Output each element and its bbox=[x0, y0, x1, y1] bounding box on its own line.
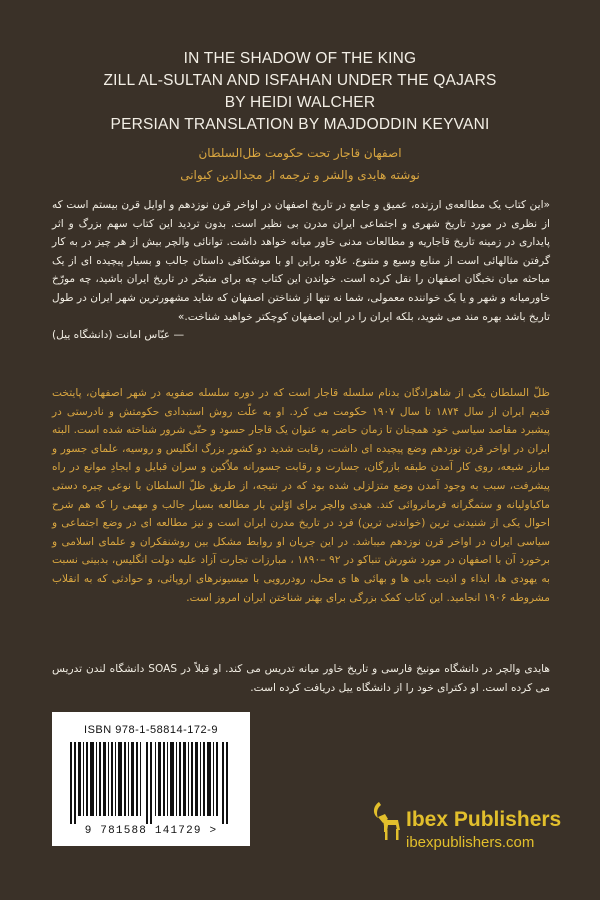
author-bio: هایدی والچر در دانشگاه مونیخ فارسی و تاریخ خاور میانه تدریس می کند. او قبلاً در SOAS دانشگاه لندن تدریس می کرده است. او دکترای خود را از دانشگاه ییل دریافت کرده است. bbox=[52, 663, 550, 694]
publisher-name: Ibex Publishers bbox=[406, 808, 562, 831]
persian-title-block bbox=[0, 142, 600, 186]
author-line: BY HEIDI WALCHER bbox=[224, 94, 376, 111]
isbn-label: ISBN 978-1-58814-172-9 bbox=[84, 724, 218, 736]
quote-text: «این کتاب یک مطالعه‌ی ارزنده، عمیق و جامع در تاریخ اصفهان در اواخر قرن نوزدهم و اوایل قرن بیستم است که از نظری در مورد تاریخ شهری و اجتماعی ایران مدرن بی نظیر است. بدون تردید این کتاب سهم بزرگ و اثر پایداری در زمینه تاریخ قاجاریه و مطالعات مدنی خاور میانه خواهد داشت. توانائی والچر بیش از هر چیز در به کار گرفتن مثالهائی است از منابع وسیع و متنوع. علاوه براین او با موشکافی داستان جالب و بسیار پیچیده ای از یک مباحثه میان نخبگان اصفهان را نقل کرده است. خواندن این کتاب چه برای متبحّر در تاریخ ایران باشید، چه مورّخ خاورمیانه و شهر و یا یک خواننده معمولی، شما نه تنها از شناختن اصفهان که شاید مشهورترین شهر ایران در طول تاریخ باشد بهره مند می شوید، بلکه ایران را در این اصفهان کوچکتر خواهید شناخت.» bbox=[52, 199, 550, 323]
persian-title-line-1: اصفهان قاجار تحت حکومت ظل‌السلطان bbox=[198, 146, 402, 160]
translator-line: PERSIAN TRANSLATION BY MAJDODDIN KEYVANI bbox=[110, 116, 490, 133]
title-line-2: ZILL AL-SULTAN AND ISFAHAN UNDER THE QAJARS bbox=[103, 72, 497, 89]
book-description: ظلّ السلطان یکی از شاهزادگان بدنام سلسله قاجار است که در دوره سلسله صفویه در شهر اصفهان، پایتخت قدیم ایران از سال ۱۸۷۴ تا سال ۱۹۰۷ حکومت می کرد. او به علّت روش استبدادی حکومتش و نادرستی در پیشبرد مقاصد سیاسی خود همچنان تا زمان حاضر به عنوان یک قاجار حسود و حتّی شرور شناخته شده است. البته ایران در اواخر قرن نوزدهم وضع پیچیده ای داشت، رقابت شدید دو کشور بزرگ انگلیس و روسیه، علمای جسور و مبارز شیعه، روی کار آمدن طبقه بازرگان، جسارت و رقابت جسورانه ملاّکین و سران قبایل و ایجادِ موانع در راه پیشرفت، سبب به وجود آمدن وضع متزلزلی شده بود که در نتیجه، از طریق ظلّ السلطان با نوعی چیره دستی ماکیاولیانه و ستمگرانه فرمانروائی کند. هیدی والچر برای اوّلین بار مطالعه بسیار جالب و مهمی را که هم شرح احوال یکی از شنیدنی ترین (خواندنی ترین) فرد در تاریخ مدرن ایران است و نیز مطالعه ای در وضع اجتماعی و سیاسی ایران در اواخر قرن نوزدهم میباشد. در این جریان او روابط مشکل بین روشنفکران و علمای اسلامی و برخورد آن با اصفهان در مورد شورش تنباکو در ۹۲ –۱۸۹۰ ، مبارزات تجارت آزاد علیه دولت انگلیس، بدبینی نسبت به یهودی ها، ایذاء و اذیت بابی ها و بهائی ها ی محل، رودررویی با میسیونرهای اروپائی، و حوادثی که به انقلاب مشروطه ۱۹۰۶ انجامید. این کتاب کمک بزرگی برای بهتر شناختن ایران امروز است. bbox=[52, 387, 550, 604]
publisher-url: ibexpublishers.com bbox=[406, 834, 535, 851]
quote-attribution: — عبّاس امانت (دانشگاه ییل) bbox=[52, 329, 185, 342]
title-line-1: IN THE SHADOW OF THE KING bbox=[183, 50, 417, 67]
persian-title-line-2: نوشته هایدی والشر و ترجمه از مجدالدین کیوانی bbox=[180, 168, 420, 182]
english-title-block bbox=[0, 48, 600, 136]
endorsement-quote bbox=[52, 196, 550, 345]
barcode-digits: 9 781588 141729 > bbox=[84, 825, 218, 837]
isbn-barcode bbox=[52, 712, 250, 846]
ibex-goat-icon bbox=[370, 800, 404, 844]
barcode-bars bbox=[66, 742, 236, 824]
